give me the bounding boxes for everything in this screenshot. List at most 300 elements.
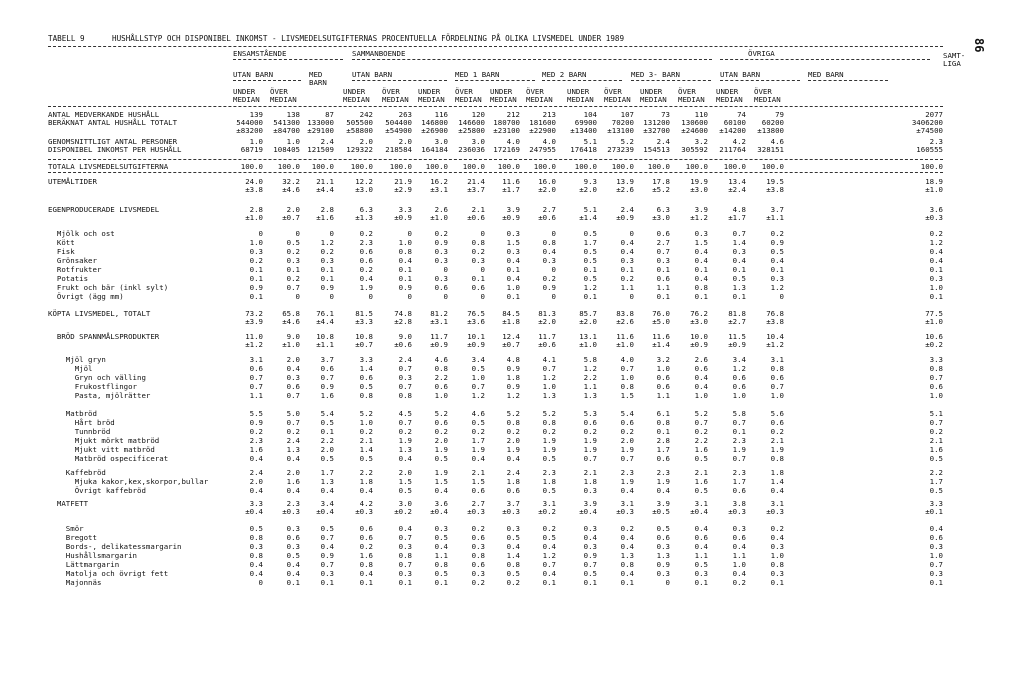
table-cell: 0.5 <box>656 524 670 533</box>
table-cell: 0.5 <box>434 454 448 463</box>
table-cell: 0.2 <box>694 427 708 436</box>
table-cell: ±0.7 <box>282 213 300 222</box>
table-cell: 100.0 <box>647 162 670 171</box>
table-cell: 110 <box>694 110 708 119</box>
table-cell: 1.8 <box>359 477 373 486</box>
table-cell: 0.9 <box>506 364 520 373</box>
table-cell: 0.7 <box>583 560 597 569</box>
table-cell: 1.4 <box>506 551 520 560</box>
table-cell: 0.2 <box>929 229 943 238</box>
table-cell: 1.3 <box>732 283 746 292</box>
table-cell: 0.9 <box>249 283 263 292</box>
table-cell: ±84700 <box>273 126 300 135</box>
table-cell: 0.6 <box>359 247 373 256</box>
table-cell: 5.2 <box>620 137 634 146</box>
table-cell: 0.4 <box>359 274 373 283</box>
row-label: Kött <box>48 238 75 247</box>
table-cell: 73.2 <box>245 309 263 318</box>
table-cell: 0.6 <box>656 274 670 283</box>
table-cell: 0.1 <box>249 274 263 283</box>
table-cell: 3.1 <box>620 499 634 508</box>
table-cell: 0.1 <box>286 265 300 274</box>
table-cell: 0.2 <box>471 427 485 436</box>
table-cell: 6.3 <box>656 205 670 214</box>
table-cell: 0.4 <box>770 533 784 542</box>
table-cell: 0 <box>407 229 412 238</box>
table-cell: 3.2 <box>694 137 708 146</box>
table-cell: 0.7 <box>249 373 263 382</box>
table-cell: 0.7 <box>620 364 634 373</box>
table-cell: 146600 <box>458 118 485 127</box>
table-cell: 1.0 <box>929 283 943 292</box>
table-cell: 3.8 <box>732 499 746 508</box>
table-cell: 11.0 <box>245 332 263 341</box>
table-cell: 0.1 <box>583 292 597 301</box>
table-cell: 133000 <box>307 118 334 127</box>
row-label: Mjöl <box>48 364 93 373</box>
table-cell: 6.3 <box>359 205 373 214</box>
table-cell: 213 <box>542 110 556 119</box>
table-cell: 0.4 <box>542 542 556 551</box>
table-cell: ±0.4 <box>579 507 597 516</box>
table-cell: 0.1 <box>694 265 708 274</box>
table-cell: 0.4 <box>398 256 412 265</box>
table-cell: 4.8 <box>732 205 746 214</box>
table-cell: 1.8 <box>583 477 597 486</box>
table-cell: 0 <box>295 292 300 301</box>
table-cell: 100.0 <box>920 162 943 171</box>
row-label: GENOMSNITTLIGT ANTAL PERSONER <box>48 137 178 146</box>
table-cell: 21.9 <box>394 177 412 186</box>
table-cell: 172169 <box>493 145 520 154</box>
table-cell: 2.2 <box>434 373 448 382</box>
table-cell: 0.5 <box>929 454 943 463</box>
table-cell: 0.1 <box>320 265 334 274</box>
table-cell: 4.6 <box>434 355 448 364</box>
table-cell: 60100 <box>723 118 746 127</box>
table-cell: 1.4 <box>359 364 373 373</box>
table-cell: ±2.0 <box>579 185 597 194</box>
table-cell: 3.9 <box>694 205 708 214</box>
table-cell: 1.2 <box>583 283 597 292</box>
table-cell: 100.0 <box>497 162 520 171</box>
table-cell: 1.0 <box>506 283 520 292</box>
table-cell: 0.1 <box>694 292 708 301</box>
table-cell: 4.5 <box>398 409 412 418</box>
table-cell: 0.3 <box>398 542 412 551</box>
table-cell: 5.2 <box>359 409 373 418</box>
table-cell: 1.5 <box>694 238 708 247</box>
row-label: Matbröd <box>48 409 97 418</box>
table-cell: 0.7 <box>398 533 412 542</box>
table-cell: 68719 <box>240 145 263 154</box>
table-cell: 3.1 <box>542 499 556 508</box>
table-cell: 3.4 <box>320 499 334 508</box>
table-cell: 0.5 <box>286 551 300 560</box>
row-label: DISPONIBEL INKOMST PER HUSHÅLL <box>48 145 182 154</box>
table-cell: 212 <box>506 110 520 119</box>
table-cell: 0.1 <box>583 578 597 587</box>
table-cell: 100.0 <box>350 162 373 171</box>
table-cell: 1.9 <box>656 477 670 486</box>
table-cell: ±3.8 <box>245 185 263 194</box>
table-cell: 1.9 <box>434 468 448 477</box>
table-cell: 81.8 <box>728 309 746 318</box>
table-cell: 0.7 <box>286 391 300 400</box>
table-cell: 4.2 <box>732 137 746 146</box>
table-cell: 0.4 <box>732 542 746 551</box>
table-cell: 0.5 <box>694 560 708 569</box>
table-cell: 3.9 <box>506 205 520 214</box>
table-cell: 0.7 <box>770 382 784 391</box>
table-cell: 0.2 <box>434 229 448 238</box>
table-cell: 0.6 <box>694 533 708 542</box>
table-cell: 2.8 <box>249 205 263 214</box>
table-cell: 0.4 <box>732 569 746 578</box>
table-cell: ±32700 <box>643 126 670 135</box>
table-cell: ±1.0 <box>579 340 597 349</box>
table-cell: ±2.6 <box>616 185 634 194</box>
table-cell: 1.9 <box>359 283 373 292</box>
table-cell: 0.7 <box>320 533 334 542</box>
table-cell: 3.1 <box>770 355 784 364</box>
table-cell: 176418 <box>570 145 597 154</box>
table-cell: 0.1 <box>770 265 784 274</box>
table-cell: 3406200 <box>911 118 943 127</box>
table-cell: 0.5 <box>542 486 556 495</box>
rule-samman <box>352 59 712 60</box>
table-cell: 0.3 <box>249 542 263 551</box>
group-ovriga: ÖVRIGA <box>748 49 775 58</box>
table-cell: 3.1 <box>694 499 708 508</box>
table-cell: 73 <box>661 110 670 119</box>
table-cell: 10.8 <box>355 332 373 341</box>
table-cell: 263 <box>398 110 412 119</box>
table-cell: 0.6 <box>656 373 670 382</box>
table-cell: 1.9 <box>506 445 520 454</box>
table-cell: ±0.3 <box>467 507 485 516</box>
table-cell: 0.1 <box>506 292 520 301</box>
table-cell: 0.4 <box>770 256 784 265</box>
table-cell: 4.6 <box>471 409 485 418</box>
table-cell: 0.2 <box>732 578 746 587</box>
table-cell: 1.8 <box>506 373 520 382</box>
table-cell: 12.2 <box>355 177 373 186</box>
table-cell: 5.6 <box>770 409 784 418</box>
row-label: Rotfrukter <box>48 265 102 274</box>
table-cell: 3.7 <box>506 499 520 508</box>
table-cell: 0.9 <box>320 551 334 560</box>
table-cell: 0.3 <box>656 256 670 265</box>
table-cell: 0.5 <box>583 247 597 256</box>
table-cell: 0.7 <box>542 560 556 569</box>
table-cell: 1.7 <box>583 238 597 247</box>
table-cell: ±0.9 <box>728 340 746 349</box>
table-cell: ±0.6 <box>394 340 412 349</box>
table-cell: ±0.9 <box>616 213 634 222</box>
table-cell: 0.8 <box>506 418 520 427</box>
table-cell: 2.0 <box>506 436 520 445</box>
row-label: Hårt bröd <box>48 418 115 427</box>
table-cell: 1.1 <box>583 382 597 391</box>
row-label: TOTALA LIVSMEDELSUTGIFTERNA <box>48 162 169 171</box>
row-label: Kaffebröd <box>48 468 106 477</box>
column-header: UNDER MEDIAN <box>418 87 445 104</box>
table-cell: 0.6 <box>434 283 448 292</box>
table-cell: 0.4 <box>929 256 943 265</box>
table-cell: 0.4 <box>249 569 263 578</box>
table-cell: 2.4 <box>620 205 634 214</box>
table-cell: 0.6 <box>732 373 746 382</box>
row-label: ANTAL MEDVERKANDE HUSHÅLL <box>48 110 160 119</box>
table-cell: 2.3 <box>286 499 300 508</box>
table-cell: 1.6 <box>694 445 708 454</box>
table-cell: ±29100 <box>307 126 334 135</box>
row-label: MATFETT <box>48 499 89 508</box>
table-cell: ±4.4 <box>316 317 334 326</box>
table-cell: 3.7 <box>770 205 784 214</box>
table-cell: 1.0 <box>929 551 943 560</box>
table-cell: 11.6 <box>502 177 520 186</box>
row-label: BRÖD SPANNMÅLSPRODUKTER <box>48 332 160 341</box>
table-cell: 1.0 <box>542 382 556 391</box>
rule-header-bottom <box>48 106 943 107</box>
table-cell: 104 <box>583 110 597 119</box>
table-cell: 1.9 <box>583 436 597 445</box>
table-cell: 87 <box>325 110 334 119</box>
table-cell: 0.5 <box>542 454 556 463</box>
table-cell: ±5.2 <box>652 185 670 194</box>
table-cell: ±0.4 <box>245 507 263 516</box>
table-cell: 100.0 <box>723 162 746 171</box>
table-cell: 0.4 <box>694 373 708 382</box>
table-cell: 2.1 <box>770 436 784 445</box>
table-cell: 0.2 <box>320 247 334 256</box>
table-cell: ±3.0 <box>652 213 670 222</box>
table-cell: 1.9 <box>583 445 597 454</box>
table-cell: 1.9 <box>471 445 485 454</box>
table-cell: 0.5 <box>732 274 746 283</box>
table-cell: 9.0 <box>286 332 300 341</box>
table-cell: 1.5 <box>506 238 520 247</box>
table-cell: 1.0 <box>929 391 943 400</box>
table-cell: ±13400 <box>570 126 597 135</box>
table-cell: 0.3 <box>506 247 520 256</box>
table-cell: 0.2 <box>286 274 300 283</box>
table-cell: 0.7 <box>471 382 485 391</box>
table-cell: 0.6 <box>471 560 485 569</box>
table-cell: 60200 <box>761 118 784 127</box>
table-cell: 0.4 <box>506 542 520 551</box>
table-cell: 305592 <box>681 145 708 154</box>
table-cell: 5.2 <box>542 409 556 418</box>
table-cell: 0.1 <box>732 427 746 436</box>
table-cell: 0.8 <box>770 364 784 373</box>
table-cell: 1.2 <box>929 238 943 247</box>
table-cell: 1.2 <box>542 551 556 560</box>
table-cell: 2.1 <box>359 436 373 445</box>
table-cell: 100.0 <box>311 162 334 171</box>
table-cell: 0.9 <box>656 560 670 569</box>
table-cell: 0.1 <box>620 265 634 274</box>
table-cell: 0.4 <box>929 524 943 533</box>
table-cell: 129322 <box>346 145 373 154</box>
table-cell: 0.8 <box>471 551 485 560</box>
rule-before-total <box>48 159 943 160</box>
table-cell: 1.2 <box>542 373 556 382</box>
table-cell: 10.1 <box>467 332 485 341</box>
table-cell: 100.0 <box>533 162 556 171</box>
table-cell: ±2.6 <box>616 317 634 326</box>
table-cell: 0.5 <box>583 274 597 283</box>
row-label: Matbröd ospecificerat <box>48 454 169 463</box>
table-cell: 0.1 <box>620 578 634 587</box>
table-cell: 2.0 <box>286 205 300 214</box>
table-cell: 0.4 <box>359 486 373 495</box>
group-samtliga: SAMT- LIGA <box>943 51 966 68</box>
table-cell: ±1.2 <box>766 340 784 349</box>
table-cell: 2.2 <box>320 436 334 445</box>
table-cell: 0 <box>368 292 373 301</box>
table-cell: 0.1 <box>249 265 263 274</box>
table-cell: ±24600 <box>681 126 708 135</box>
rule-after-total <box>48 172 943 173</box>
table-cell: 211764 <box>719 145 746 154</box>
table-cell: 1.2 <box>471 391 485 400</box>
table-cell: ±1.2 <box>690 213 708 222</box>
table-cell: 1.0 <box>359 418 373 427</box>
row-label: Frukostflingor <box>48 382 137 391</box>
table-cell: 0.3 <box>583 542 597 551</box>
table-cell: 0.4 <box>620 238 634 247</box>
table-cell: 0 <box>258 578 263 587</box>
table-cell: 0.7 <box>398 364 412 373</box>
table-cell: 0.2 <box>398 427 412 436</box>
table-cell: ±1.0 <box>282 340 300 349</box>
table-cell: ±23100 <box>493 126 520 135</box>
table-cell: 139 <box>249 110 263 119</box>
table-cell: 0.5 <box>434 533 448 542</box>
table-cell: 1.3 <box>398 445 412 454</box>
table-cell: 0.6 <box>583 418 597 427</box>
table-cell: 0.4 <box>249 486 263 495</box>
table-cell: ±0.3 <box>925 213 943 222</box>
table-cell: 0.6 <box>359 533 373 542</box>
table-cell: 0.3 <box>471 542 485 551</box>
sub-med-3-barn: MED 3- BARN <box>631 70 680 79</box>
table-cell: 1.7 <box>471 436 485 445</box>
table-cell: 0.7 <box>398 560 412 569</box>
table-cell: 10.0 <box>690 332 708 341</box>
table-cell: 2.3 <box>732 468 746 477</box>
table-cell: 0.2 <box>542 524 556 533</box>
table-cell: 504400 <box>385 118 412 127</box>
table-cell: 0.4 <box>656 486 670 495</box>
table-cell: 70200 <box>611 118 634 127</box>
table-cell: ±3.6 <box>467 317 485 326</box>
table-cell: 0.2 <box>770 229 784 238</box>
table-cell: ±1.2 <box>245 340 263 349</box>
table-cell: 74 <box>737 110 746 119</box>
table-cell: 21.1 <box>316 177 334 186</box>
table-cell: 0.1 <box>320 578 334 587</box>
table-cell: 0.3 <box>542 256 556 265</box>
table-cell: 0.3 <box>770 542 784 551</box>
table-cell: 0.2 <box>359 229 373 238</box>
table-cell: 0.2 <box>506 578 520 587</box>
table-cell: ±0.1 <box>925 507 943 516</box>
table-cell: 1.2 <box>506 391 520 400</box>
table-cell: 4.2 <box>359 499 373 508</box>
table-cell: 1.1 <box>732 551 746 560</box>
row-label: Mjukt vitt matbröd <box>48 445 155 454</box>
table-cell: ±2.0 <box>538 185 556 194</box>
table-cell: 0.9 <box>434 238 448 247</box>
column-header: ÖVER MEDIAN <box>455 87 482 104</box>
table-cell: 130600 <box>681 118 708 127</box>
table-cell: 0.2 <box>249 256 263 265</box>
column-header: UNDER MEDIAN <box>490 87 517 104</box>
table-cell: 0.1 <box>359 578 373 587</box>
row-label: KÖPTA LIVSMEDEL, TOTALT <box>48 309 151 318</box>
table-cell: 0.6 <box>359 373 373 382</box>
table-cell: 5.4 <box>320 409 334 418</box>
table-cell: ±1.0 <box>925 185 943 194</box>
sub-med-2-barn: MED 2 BARN <box>542 70 587 79</box>
table-cell: 0.3 <box>506 229 520 238</box>
table-cell: 1.4 <box>770 477 784 486</box>
table-cell: 0.7 <box>286 418 300 427</box>
table-cell: 0.5 <box>286 238 300 247</box>
table-cell: 2.7 <box>542 205 556 214</box>
table-cell: 0.8 <box>620 382 634 391</box>
table-cell: ±1.8 <box>502 317 520 326</box>
table-cell: 2077 <box>925 110 943 119</box>
table-cell: 0.3 <box>398 569 412 578</box>
table-cell: 131200 <box>643 118 670 127</box>
column-header: UNDER MEDIAN <box>716 87 743 104</box>
table-cell: 0.5 <box>249 524 263 533</box>
column-header: ÖVER MEDIAN <box>754 87 781 104</box>
table-cell: 11.7 <box>538 332 556 341</box>
table-cell: 0.3 <box>770 569 784 578</box>
rule-s5 <box>542 80 622 81</box>
table-cell: 100.0 <box>685 162 708 171</box>
table-cell: 2.6 <box>694 355 708 364</box>
table-cell: 218584 <box>385 145 412 154</box>
table-cell: 0.3 <box>694 229 708 238</box>
column-header: UNDER MEDIAN <box>343 87 370 104</box>
table-cell: 0.1 <box>656 265 670 274</box>
table-cell: 0.4 <box>434 542 448 551</box>
table-cell: 1.1 <box>249 391 263 400</box>
table-cell: 9.0 <box>398 332 412 341</box>
table-cell: 1.7 <box>656 445 670 454</box>
table-cell: 11.7 <box>430 332 448 341</box>
table-cell: 544000 <box>236 118 263 127</box>
table-cell: 0.3 <box>434 256 448 265</box>
table-cell: 120 <box>471 110 485 119</box>
table-cell: 5.2 <box>694 409 708 418</box>
table-cell: 0.6 <box>770 418 784 427</box>
table-cell: 0.3 <box>286 373 300 382</box>
table-cell: 0.5 <box>359 382 373 391</box>
table-cell: 1.9 <box>732 445 746 454</box>
table-cell: 0 <box>407 292 412 301</box>
table-cell: 1.6 <box>249 445 263 454</box>
table-cell: ±1.0 <box>430 213 448 222</box>
table-cell: 0.1 <box>694 578 708 587</box>
